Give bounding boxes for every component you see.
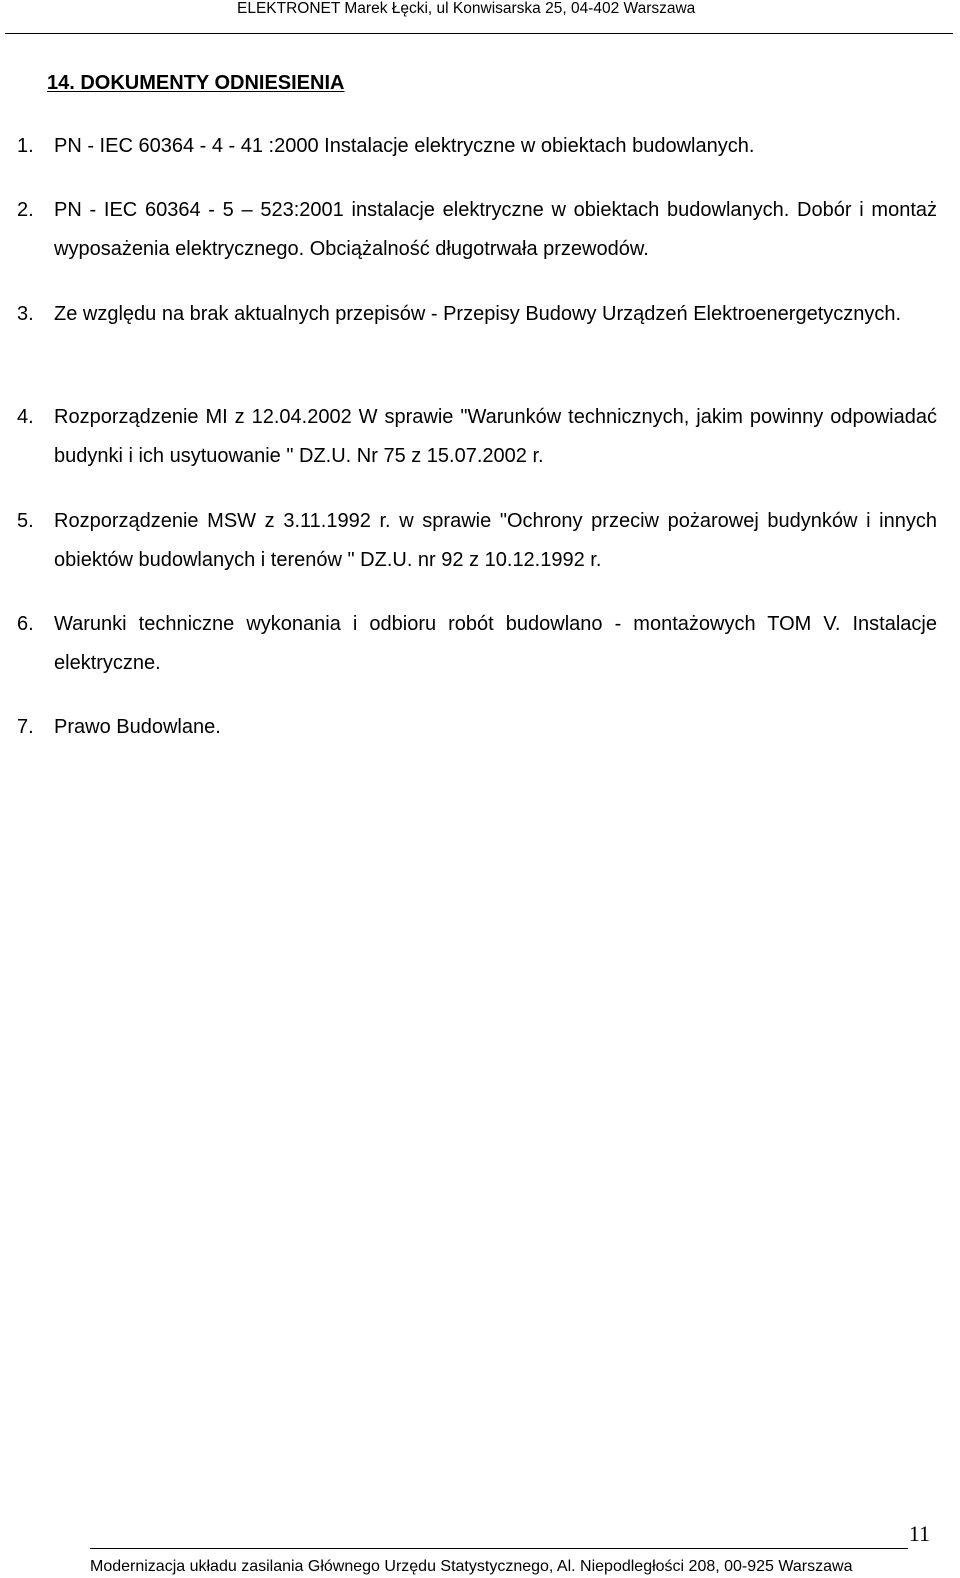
footer-divider [90,1548,908,1549]
page-footer [0,1520,960,1578]
reference-item-6 [17,605,937,683]
reference-number: 3. [17,303,34,325]
header-divider [5,33,953,34]
reference-text: Prawo Budowlane. [54,716,221,738]
reference-item-2 [17,191,937,269]
reference-item-1 [17,127,937,166]
reference-number: 5. [17,510,34,532]
footer-text: Modernizacja układu zasilania Głównego Urzędu Statystycznego, Al. Niepodległości 208, 00-925 Warszawa [90,1558,853,1575]
section-title: 14. DOKUMENTY ODNIESIENIA [47,72,345,94]
reference-number: 2. [17,199,34,221]
page-number: 11 [908,1521,930,1546]
reference-number: 4. [17,406,34,428]
reference-item-7 [17,708,937,747]
reference-text: PN - IEC 60364 - 5 – 523:2001 instalacje elektryczne w obiektach budowlanych. Dobór i montaż wyposażenia elektrycznego. Obciążalność długotrwała przewodów. [54,199,937,260]
reference-number: 1. [17,135,34,157]
page-header [0,0,960,34]
reference-text: Ze względu na brak aktualnych przepisów - Przepisy Budowy Urządzeń Elektroenergetycznych. [54,303,902,325]
reference-number: 6. [17,613,34,635]
header-text: ELEKTRONET Marek Łęcki, ul Konwisarska 25, 04-402 Warszawa [237,0,696,17]
reference-item-5 [17,502,937,580]
reference-text: Warunki techniczne wykonania i odbioru robót budowlano - montażowych TOM V. Instalacje elektryczne. [54,613,937,674]
reference-text: PN - IEC 60364 - 4 - 41 :2000 Instalacje elektryczne w obiektach budowlanych. [54,135,755,157]
reference-item-3 [17,295,937,334]
reference-number: 7. [17,716,34,738]
reference-item-4 [17,398,937,476]
reference-text: Rozporządzenie MSW z 3.11.1992 r. w sprawie "Ochrony przeciw pożarowej budynków i innych obiektów budowlanych i terenów " DZ.U. nr 92 z 10.12.1992 r. [54,510,937,571]
reference-text: Rozporządzenie MI z 12.04.2002 W sprawie "Warunków technicznych, jakim powinny odpowiadać budynki i ich usytuowanie " DZ.U. Nr 75 z 15.07.2002 r. [54,406,937,467]
